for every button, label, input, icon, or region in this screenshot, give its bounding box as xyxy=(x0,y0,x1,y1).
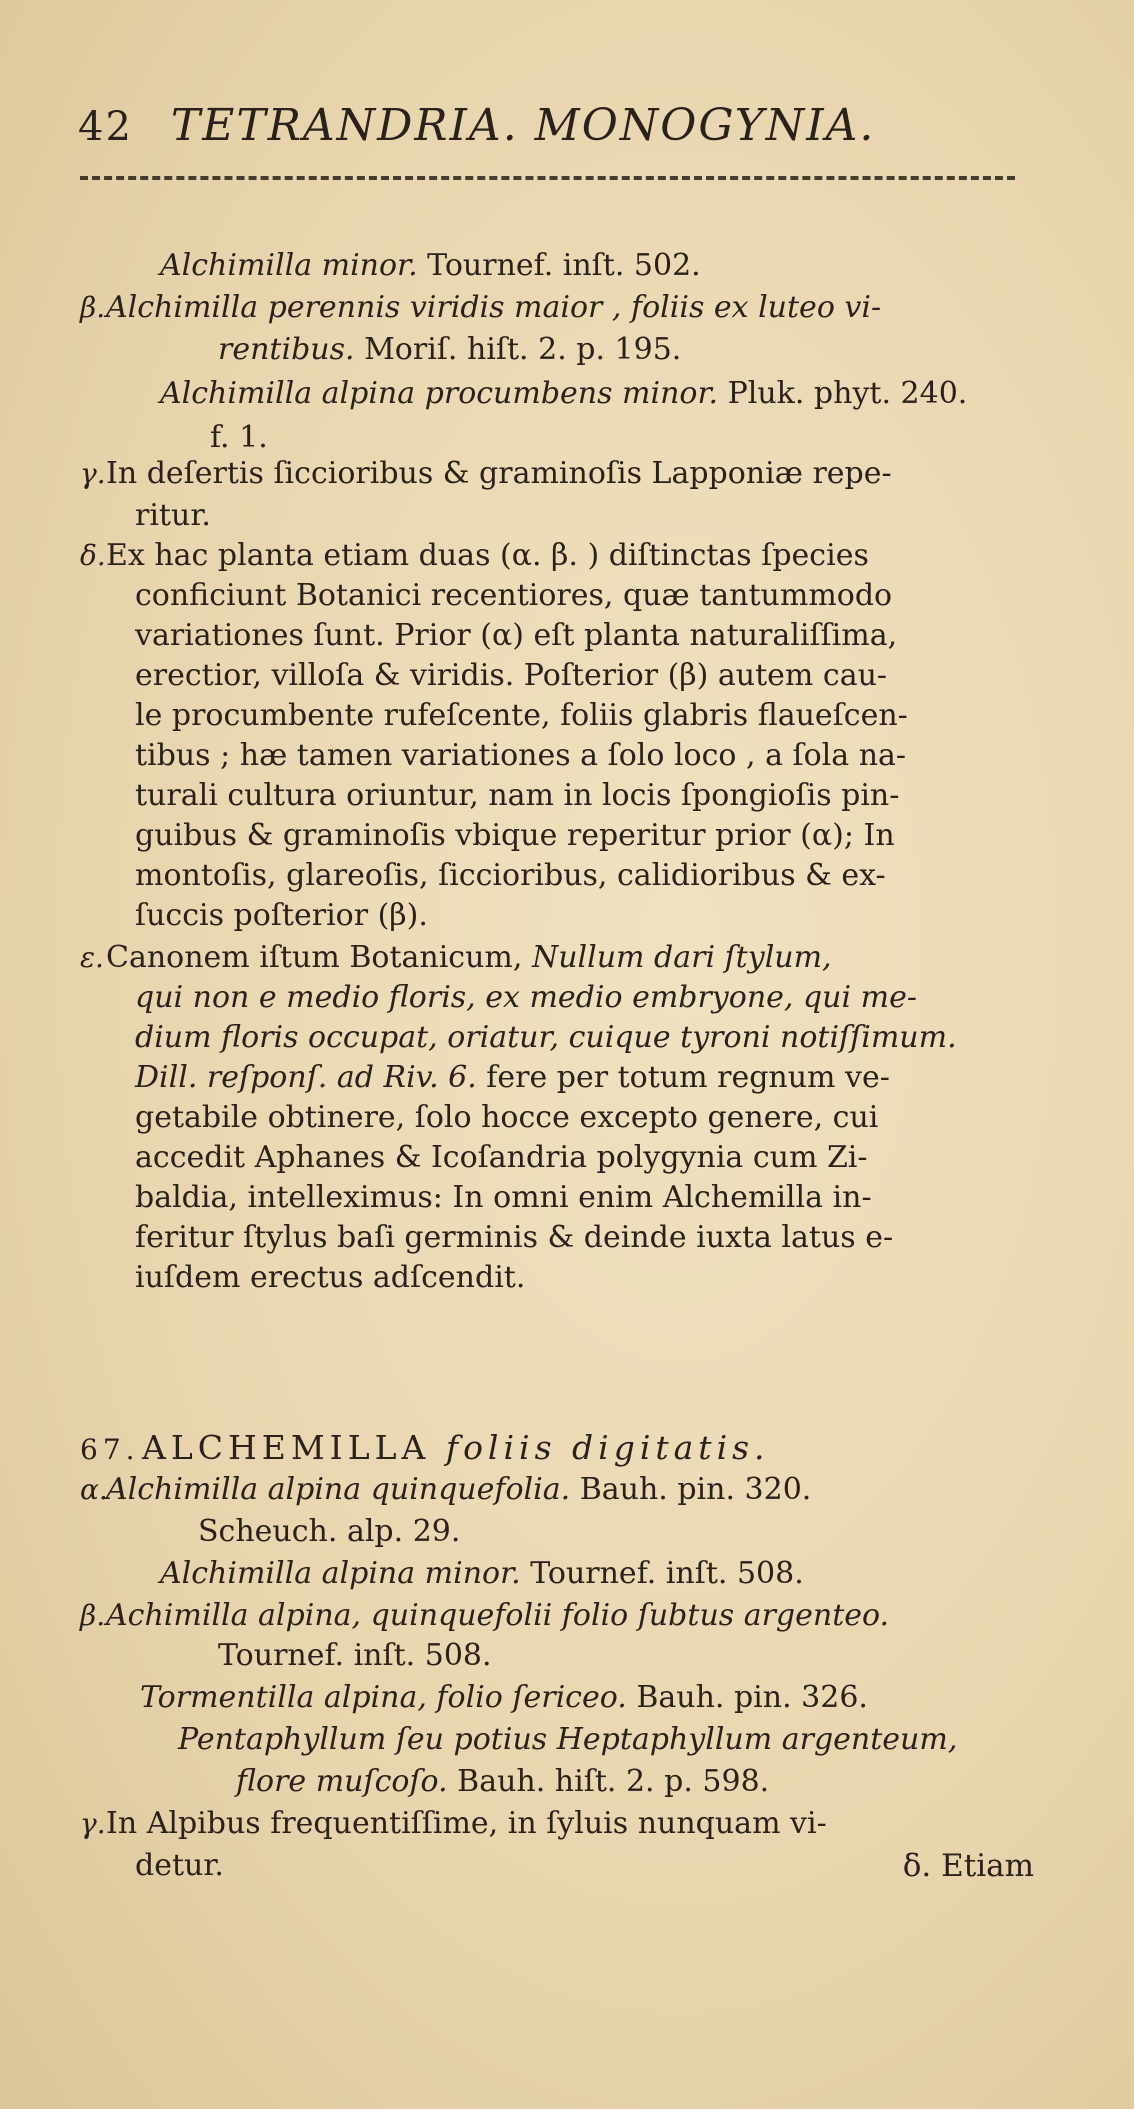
text-line xyxy=(135,818,895,854)
text-line xyxy=(80,1598,889,1634)
text-segment: foliis digitatis. xyxy=(430,1428,770,1467)
text-segment: Alchimilla perennis viridis maior , foliis ex luteo vi- xyxy=(106,290,882,325)
text-segment: montoſis, glareoſis, ſiccioribus, calidioribus & ex- xyxy=(135,858,886,893)
text-segment: ALCHEMILLA xyxy=(142,1428,431,1467)
text-segment: ſuccis poſterior (β). xyxy=(135,898,428,933)
text-segment: conficiunt Botanici recentiores, quæ tantummodo xyxy=(135,578,893,613)
running-title: TETRANDRIA. MONOGYNIA. xyxy=(170,100,876,151)
text-segment: baldia, intelleximus: In omni enim Alchemilla in- xyxy=(135,1180,872,1215)
text-line xyxy=(80,290,881,326)
text-segment: Canonem iſtum Botanicum, xyxy=(106,940,532,975)
text-line xyxy=(135,738,906,774)
text-line xyxy=(135,1220,893,1256)
text-segment: Bauh. hiſt. 2. p. 598. xyxy=(447,1764,770,1799)
text-line xyxy=(135,1180,872,1216)
text-line xyxy=(135,1260,525,1296)
page-number: 42 xyxy=(78,104,133,150)
text-line xyxy=(80,1806,827,1842)
text-segment: fere per totum regnum ve- xyxy=(476,1060,890,1095)
variety-marker: γ. xyxy=(80,457,106,490)
text-line xyxy=(135,980,917,1016)
text-line xyxy=(135,858,886,894)
text-segment: f. 1. xyxy=(210,420,268,455)
text-line xyxy=(218,1638,492,1674)
text-line xyxy=(135,658,887,694)
variety-marker: δ. xyxy=(80,539,106,572)
text-line xyxy=(135,1140,868,1176)
text-segment: qui non e medio floris, ex medio embryone, qui me- xyxy=(135,980,917,1015)
text-line xyxy=(135,1060,890,1096)
text-segment: le procumbente rufeſcente, foliis glabris flaueſcen- xyxy=(135,698,908,733)
text-segment: Alchimilla alpina procumbens minor. xyxy=(160,376,719,411)
text-segment: flore muſcoſo. xyxy=(236,1764,448,1799)
text-segment: feritur ſtylus baſi germinis & deinde iuxta latus e- xyxy=(135,1220,894,1255)
text-line xyxy=(135,1848,224,1884)
text-segment: Ex hac planta etiam duas (α. β. ) diſtinctas ſpecies xyxy=(106,538,869,573)
text-segment: guibus & graminoſis vbique reperitur prior (α); In xyxy=(135,818,895,853)
text-line xyxy=(135,578,892,614)
text-line xyxy=(218,332,681,368)
text-segment: variationes ſunt. Prior (α) eſt planta naturaliſſima, xyxy=(135,618,898,653)
text-segment: Pentaphyllum ſeu potius Heptaphyllum argenteum, xyxy=(178,1722,958,1757)
text-segment: accedit Aphanes & Icoſandria polygynia cum Zi- xyxy=(135,1140,868,1175)
text-line xyxy=(140,1680,868,1716)
text-line xyxy=(135,618,897,654)
text-line xyxy=(135,498,211,534)
text-line xyxy=(80,940,832,976)
text-segment: turali cultura oriuntur, nam in locis ſpongioſis pin- xyxy=(135,778,900,813)
text-segment: Bauh. pin. 326. xyxy=(626,1680,868,1715)
text-segment: ritur. xyxy=(135,498,211,533)
variety-marker: β. xyxy=(80,291,106,324)
text-line xyxy=(80,1472,811,1508)
running-head xyxy=(78,100,1018,160)
text-segment: In Alpibus frequentiſſime, in ſyluis nunquam vi- xyxy=(106,1806,827,1841)
text-line xyxy=(160,248,701,284)
text-line xyxy=(198,1514,460,1550)
text-line xyxy=(160,1556,804,1592)
text-segment: Pluk. phyt. 240. xyxy=(718,376,968,411)
variety-marker: ε. xyxy=(80,941,104,974)
header-rule xyxy=(80,176,1015,180)
text-line xyxy=(135,1100,878,1136)
text-segment: iuſdem erectus adſcendit. xyxy=(135,1260,526,1295)
text-segment: Alchimilla minor. xyxy=(160,248,418,283)
text-line xyxy=(80,456,892,492)
text-segment: Moriſ. hiſt. 2. p. 195. xyxy=(354,332,682,367)
text-segment: Bauh. pin. 320. xyxy=(570,1472,812,1507)
text-segment: Achimilla alpina, quinquefolii folio ſubtus argenteo. xyxy=(106,1598,890,1633)
text-segment: Alchimilla alpina quinquefolia. xyxy=(106,1472,571,1507)
text-segment: dium floris occupat, oriatur, cuique tyroni notiſſimum. xyxy=(135,1020,957,1055)
text-line xyxy=(210,420,268,456)
text-segment: rentibus. xyxy=(218,332,355,367)
text-line xyxy=(135,778,899,814)
text-line xyxy=(80,538,869,574)
text-line xyxy=(178,1722,957,1758)
text-segment: Dill. reſponſ. ad Riv. 6. xyxy=(135,1060,477,1095)
text-segment: Tournef. inſt. 502. xyxy=(417,248,701,283)
text-segment: Nullum dari ſtylum, xyxy=(531,940,832,975)
text-segment: Tournef. inſt. 508. xyxy=(218,1638,492,1673)
text-segment: detur. xyxy=(135,1848,224,1883)
text-line xyxy=(135,698,908,734)
variety-marker: β. xyxy=(80,1599,106,1632)
text-segment: Tormentilla alpina, folio ſericeo. xyxy=(140,1680,627,1715)
text-segment: erectior, villoſa & viridis. Poſterior (β) autem cau- xyxy=(135,658,888,693)
text-line xyxy=(160,376,967,412)
text-line xyxy=(135,898,428,934)
text-segment: Tournef. inſt. 508. xyxy=(520,1556,804,1591)
text-segment: tibus ; hæ tamen variationes a ſolo loco , a ſola na- xyxy=(135,738,907,773)
variety-marker: γ. xyxy=(80,1807,106,1840)
text-line xyxy=(236,1764,769,1800)
catchword: δ. Etiam xyxy=(902,1848,1034,1884)
variety-marker: α. xyxy=(80,1473,108,1506)
text-segment: Scheuch. alp. 29. xyxy=(198,1514,461,1549)
text-line xyxy=(80,1430,770,1468)
text-segment: getabile obtinere, ſolo hocce excepto genere, cui xyxy=(135,1100,879,1135)
text-segment: In deſertis ſiccioribus & graminoſis Lapponiæ repe- xyxy=(106,456,892,491)
text-line xyxy=(135,1020,957,1056)
text-segment: Alchimilla alpina minor. xyxy=(160,1556,521,1591)
variety-marker: 67. xyxy=(80,1433,140,1466)
